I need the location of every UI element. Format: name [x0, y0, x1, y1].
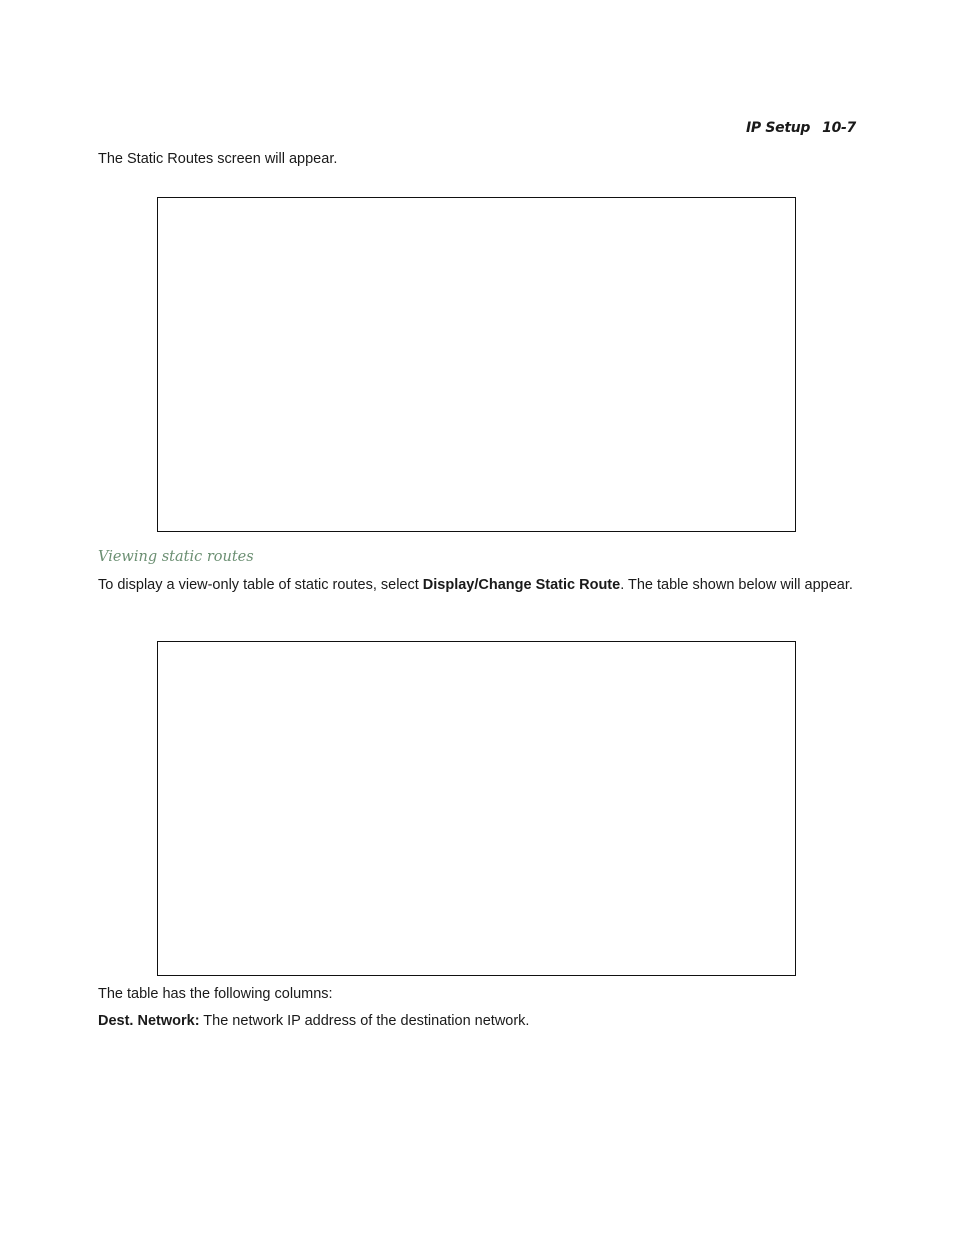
static-routes-screen-figure [157, 197, 796, 532]
static-routes-table-figure [157, 641, 796, 976]
display-change-command: Display/Change Static Route [422, 577, 621, 593]
column-term: Dest. Network: [98, 1013, 200, 1029]
section-title: IP Setup [745, 120, 811, 136]
section-heading: Viewing static routes [98, 549, 254, 565]
viewing-text-after: . The table shown below will appear. [620, 577, 853, 593]
viewing-text-before: To display a view-only table of static routes, select [98, 577, 423, 593]
column-description: The network IP address of the destination network. [199, 1013, 530, 1029]
viewing-paragraph [98, 576, 856, 594]
page-number: 10-7 [822, 120, 856, 136]
running-head [746, 120, 856, 136]
intro-paragraph: The Static Routes screen will appear. [98, 151, 338, 167]
columns-intro: The table has the following columns: [98, 986, 333, 1002]
column-definition [98, 1012, 856, 1030]
